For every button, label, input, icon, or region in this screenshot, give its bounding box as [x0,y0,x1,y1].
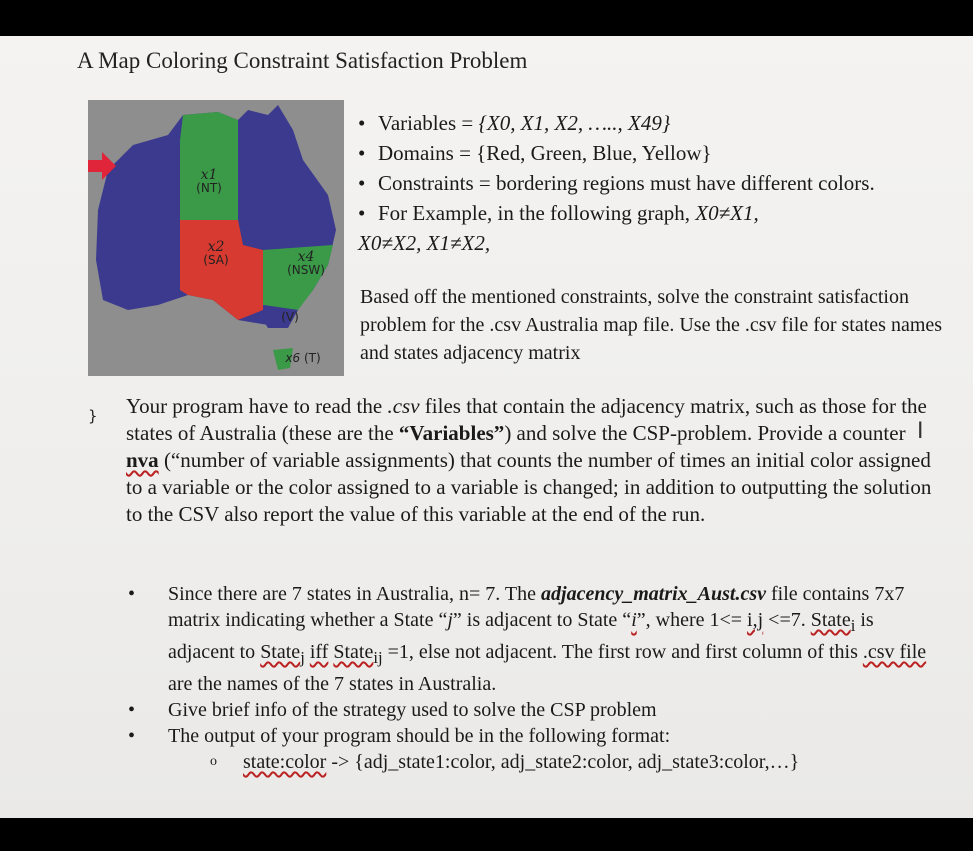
text-cursor-icon: I [917,419,924,444]
region-label-vic: (V) [281,310,299,324]
region-label-tas: x6 (T) [285,351,321,365]
assignment-paragraph: Your program have to read the .csv files that contain the adjacency matrix, such as those for the states of Australia (these are the “Variables”) and solve the CSP-problem. Provide a counter nva (“number of variable assignments) that counts the number of times an initial color assigned to a variable or the color assigned to a variable is changed; in addition to outputting the solution to the CSV also report the value of this variable at the end of the run. [126,394,932,526]
list-item: • Since there are 7 states in Australia, n= 7. The adjacency_matrix_Aust.csv file contains 7x7 matrix indicating whether a State “j” is adjacent to State “i”, where 1<= i,j <=7. State$_i$ is adjacent to State$_j$ iff State$_{ij}$ =1, else not adjacent. The first row and first column of this .csv file are the names of the 7 states in Australia. [128,583,927,695]
map-description: Based off the mentioned constraints, solve the constraint satisfaction problem for the .csv Australia map file. Use the .csv file for states names and states adjacency matrix [360,286,943,364]
map-drawing [88,100,344,376]
bullet-domains: • Domains = {Red, Green, Blue, Yellow} [358,141,712,165]
output-format-line: o state:color -> {adj_state1:color, adj_state2:color, adj_state3:color,…} [210,751,800,773]
requirements-list [128,581,943,775]
map-nt [180,112,238,220]
bullet-example: • For Example, in the following graph, X0≠X1, [358,201,759,225]
region-label-sa: x2 (SA) [203,239,229,267]
australia-map [88,100,344,425]
bracket-glyph: } [88,407,98,425]
page-title: A Map Coloring Constraint Satisfaction Problem [77,48,528,73]
bullet-constraints: • Constraints = bordering regions must have different colors. [358,171,875,195]
document-page [0,36,973,818]
list-item: • The output of your program should be in the following format: [128,725,671,747]
definition-bullets [358,108,875,258]
list-item: • Give brief info of the strategy used to solve the CSP problem [128,699,657,721]
bullet-example-continuation: X0≠X2, X1≠X2, [358,231,491,255]
region-label-nt: x1 (NT) [196,167,222,195]
region-label-nsw: x4 (NSW) [287,249,325,277]
bullet-variables: • Variables = {X0, X1, X2, ….., X49} [358,111,671,135]
